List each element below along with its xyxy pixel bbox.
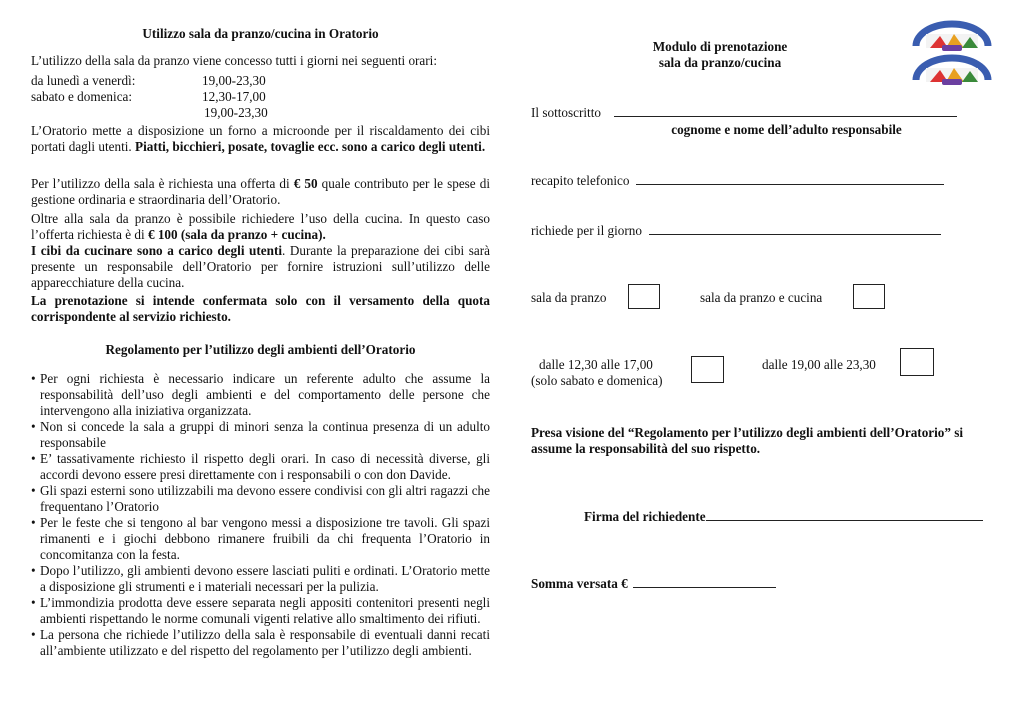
microwave-paragraph <box>31 123 490 155</box>
form-title-line-1: Modulo di prenotazione <box>652 39 788 54</box>
offer-paragraph <box>31 176 490 208</box>
option-hall-kitchen-checkbox[interactable] <box>853 284 885 309</box>
signature-label: Firma del richiedente <box>584 509 706 524</box>
kitchen-bold-note: I cibi da cucinare sono a carico degli utenti <box>31 243 283 258</box>
form-title <box>610 39 830 71</box>
offer-text-a: Per l’utilizzo della sala è richiesta una offerta di <box>31 176 290 191</box>
signer-label: Il sottoscritto <box>531 105 601 120</box>
option-afternoon-label: dalle 12,30 alle 17,00 <box>539 357 653 372</box>
signer-caption: cognome e nome dell’adulto responsabile <box>671 122 902 137</box>
kitchen-paragraph <box>31 211 490 291</box>
signature-field[interactable] <box>706 520 983 521</box>
confirmation-note: La prenotazione si intende confermata solo con il versamento della quota corrispondente al servizio richiesto. <box>31 293 490 324</box>
option-afternoon <box>531 357 701 389</box>
rule-item: • Per ogni richiesta è necessario indicare un referente adulto che assume la responsabilità dell’uso degli ambienti e del comportamento delle persone che intervengono alla iniziativa organizzata. <box>31 371 490 419</box>
offer-amount: € 50 <box>293 176 318 191</box>
usage-intro: L’utilizzo della sala da pranzo viene concesso tutti i giorni nei seguenti orari: <box>31 53 437 68</box>
option-evening-checkbox[interactable] <box>900 348 934 376</box>
amount-field[interactable] <box>633 587 776 588</box>
phone-label: recapito telefonico <box>531 173 630 188</box>
rule-item: • L’immondizia prodotta deve essere separata negli appositi contenitori presenti negli ambienti rispettando le norme comunali vigenti relative allo smaltimento dei rifiuti. <box>31 595 490 627</box>
schedule-days: sabato e domenica: <box>31 89 133 104</box>
rule-item: • Dopo l’utilizzo, gli ambienti devono essere lasciati puliti e ordinati. L’Oratorio mette a disposizione gli strumenti e i materiali necessari per la pulizia. <box>31 563 490 595</box>
signer-row <box>531 105 971 121</box>
microwave-text: L’Oratorio mette a disposizione un forno a microonde per il riscaldamento dei cibi portati dagli utenti. <box>31 123 490 154</box>
kitchen-text-b: . Durante la preparazione dei cibi sarà presente un responsabile dell’Oratorio per fornire istruzioni sull’utilizzo delle apparecchiature della cucina. <box>31 243 490 290</box>
kitchen-text-a: Oltre alla sala da pranzo è possibile richiedere l’uso della cucina. In questo caso l’offerta richiesta è di <box>31 211 490 242</box>
option-afternoon-checkbox[interactable] <box>691 356 724 383</box>
schedule-row-weekend-evening <box>31 105 331 121</box>
phone-row <box>531 173 971 189</box>
day-label: richiede per il giorno <box>531 223 642 238</box>
schedule-row-weekdays <box>31 73 331 89</box>
signer-name-field[interactable] <box>614 116 957 117</box>
schedule-hours: 19,00-23,30 <box>202 73 266 88</box>
amount-row <box>531 576 831 592</box>
signature-row <box>584 509 1004 525</box>
option-afternoon-note: (solo sabato e domenica) <box>531 373 663 388</box>
day-row <box>531 223 971 239</box>
rule-item: • Per le feste che si tengono al bar vengono messi a disposizione tre tavoli. Gli spazi rimanenti e i giochi debbono rimanere fruibili da chi frequenta l’Oratorio in concomitanza con la festa. <box>31 515 490 563</box>
usage-title: Utilizzo sala da pranzo/cucina in Oratorio <box>142 26 379 41</box>
microwave-bold-note: Piatti, bicchieri, posate, tovaglie ecc. sono a carico degli utenti. <box>135 139 486 154</box>
phone-field[interactable] <box>636 184 944 185</box>
rule-item: • Gli spazi esterni sono utilizzabili ma devono essere condivisi con gli altri ragazzi che frequentano l’Oratorio <box>31 483 490 515</box>
day-field[interactable] <box>649 234 941 235</box>
oratorio-logo <box>908 18 996 88</box>
kitchen-amount: € 100 (sala da pranzo + cucina). <box>147 227 326 242</box>
rule-item: • Non si concede la sala a gruppi di minori senza la continua presenza di un adulto responsabile <box>31 419 490 451</box>
rules-title: Regolamento per l’utilizzo degli ambienti dell’Oratorio <box>105 342 416 357</box>
option-hall-label: sala da pranzo <box>531 290 607 305</box>
rule-item: • E’ tassativamente richiesto il rispetto degli orari. In caso di necessità diverse, gli accordi devono essere presi direttamente con i responsabili o con don Davide. <box>31 451 490 483</box>
schedule-row-weekend <box>31 89 331 105</box>
amount-label: Somma versata € <box>531 576 628 591</box>
rule-item: • La persona che richiede l’utilizzo della sala è responsabile di eventuali danni recati all’ambiente utilizzato e del rispetto del regolamento per l’utilizzo degli ambienti. <box>31 627 490 659</box>
schedule-hours: 12,30-17,00 <box>202 89 266 104</box>
acknowledgement: Presa visione del “Regolamento per l’utilizzo degli ambienti dell’Oratorio” si assume la responsabilità del suo rispetto. <box>531 425 964 456</box>
option-hall-checkbox[interactable] <box>628 284 660 309</box>
option-evening-label: dalle 19,00 alle 23,30 <box>762 357 876 372</box>
schedule-hours: 19,00-23,30 <box>204 105 268 120</box>
offer-text-b: quale contributo per le spese di gestione ordinaria e straordinaria dell’Oratorio. <box>31 176 490 207</box>
form-title-line-2: sala da pranzo/cucina <box>658 55 782 70</box>
rules-list <box>31 371 490 659</box>
option-hall-kitchen-label: sala da pranzo e cucina <box>700 290 823 305</box>
schedule-table <box>31 73 331 121</box>
schedule-days: da lunedì a venerdì: <box>31 73 136 88</box>
